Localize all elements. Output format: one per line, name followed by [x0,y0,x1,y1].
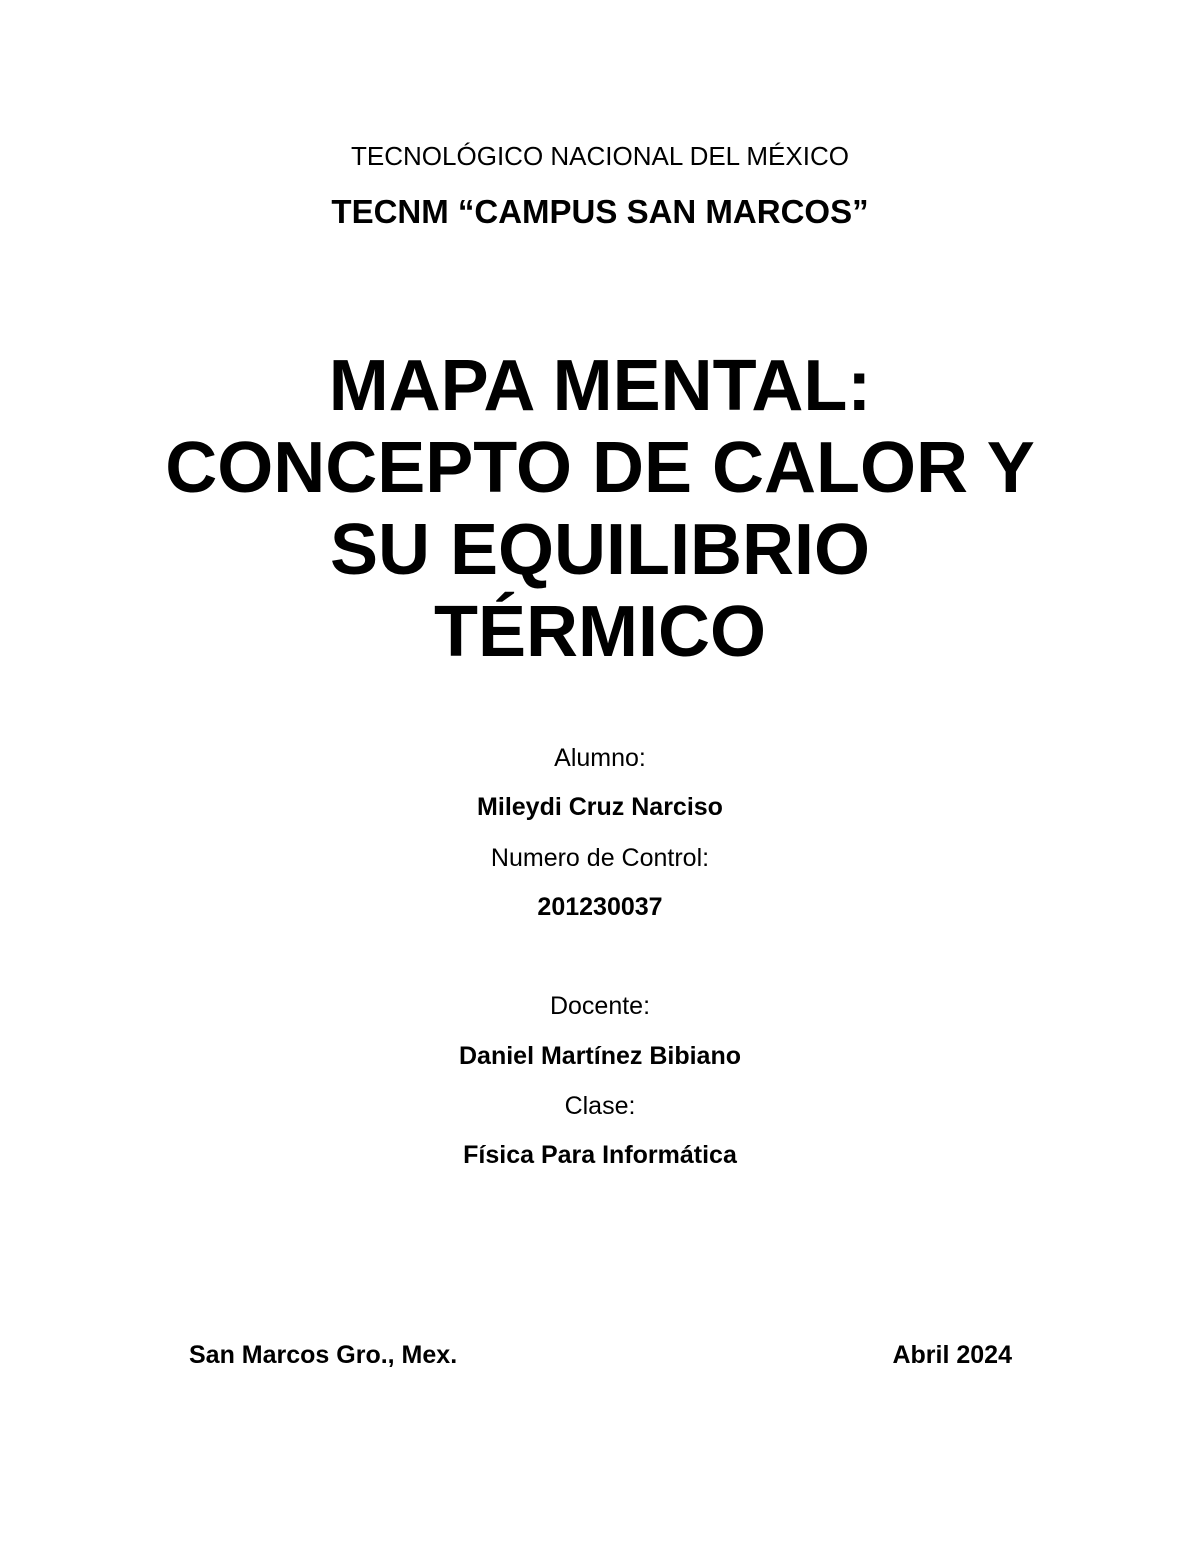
title-line: TÉRMICO [434,592,766,672]
teacher-label: Docente: [549,992,651,1020]
class-name: Física Para Informática [463,1141,737,1169]
student-label: Alumno: [554,744,646,772]
institution-name: TECNOLÓGICO NACIONAL DEL MÉXICO [351,141,849,171]
date-text: Abril 2024 [892,1341,1012,1369]
title-line: CONCEPTO DE CALOR Y [165,428,1035,508]
campus-name: TECNM “CAMPUS SAN MARCOS” [331,193,869,230]
document-title [0,345,1200,673]
class-label: Clase: [564,1092,636,1120]
title-line: MAPA MENTAL: [328,346,872,426]
title-line: SU EQUILIBRIO [329,510,871,590]
student-name: Mileydi Cruz Narciso [477,793,723,821]
teacher-name: Daniel Martínez Bibiano [459,1042,741,1070]
control-number: 201230037 [537,893,663,921]
control-number-label: Numero de Control: [490,844,710,872]
location-text: San Marcos Gro., Mex. [189,1341,458,1369]
